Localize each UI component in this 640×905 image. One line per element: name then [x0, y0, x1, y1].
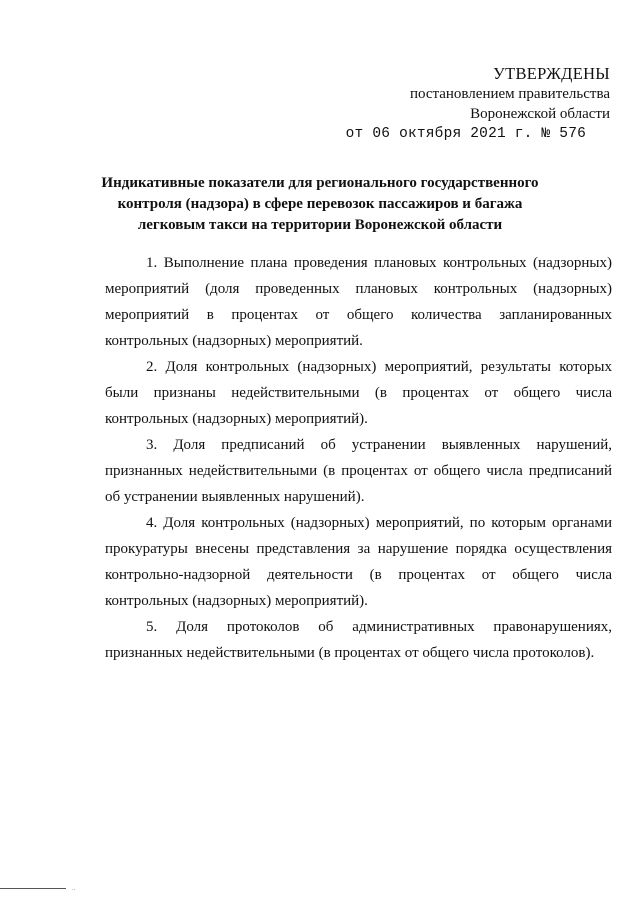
paragraph-4: 4. Доля контрольных (надзорных) мероприятий, по которым органами прокуратуры внесены представления за нарушение порядка осуществления контрольно-надзорной деятельности (в процентах от общего числа контрольных (надзорных) мероприятий). — [105, 515, 612, 609]
approval-line-2: Воронежской области — [470, 106, 610, 122]
paragraph-5: 5. Доля протоколов об административных правонарушениях, признанных недействительными (в процентах от общего числа протоколов). — [105, 619, 612, 661]
approval-stamp — [310, 64, 610, 144]
document-title: Индикативные показатели для регионального государственного контроля (надзора) в сфере перевозок пассажиров и багажа легковым такси на территории Воронежской области — [101, 175, 539, 233]
paragraph-3: 3. Доля предписаний об устранении выявленных нарушений, признанных недействительными (в процентах от общего числа предписаний об устранении выявленных нарушений). — [105, 437, 612, 505]
approval-date: от 06 октября 2021 г. № 576 — [345, 126, 586, 142]
footer-mark: .. — [72, 886, 76, 892]
approval-title: УТВЕРЖДЕНЫ — [493, 64, 610, 83]
document-body — [105, 250, 612, 666]
approval-line-1: постановлением правительства — [409, 86, 610, 102]
paragraph-2: 2. Доля контрольных (надзорных) мероприятий, результаты которых были признаны недействительными (в процентах от общего числа контрольных (надзорных) мероприятий). — [105, 359, 612, 427]
paragraph-1: 1. Выполнение плана проведения плановых контрольных (надзорных) мероприятий (доля проведенных плановых контрольных (надзорных) мероприятий в процентах от общего количества запланированных контрольных (надзорных) мероприятий. — [105, 255, 612, 349]
footer-rule — [0, 888, 66, 889]
